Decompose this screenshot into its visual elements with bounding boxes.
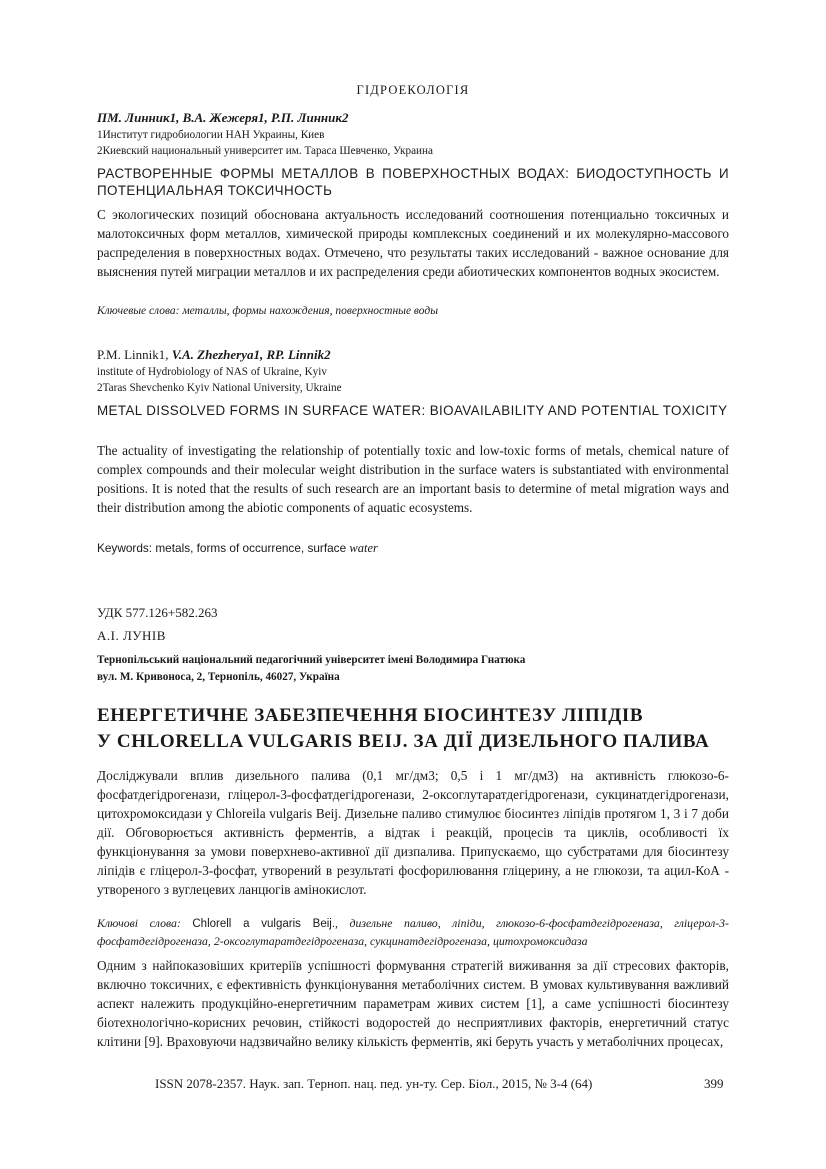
ua-author: А.І. ЛУНІВ xyxy=(97,628,166,643)
en-article-title: METAL DISSOLVED FORMS IN SURFACE WATER: BIOAVAILABILITY AND POTENTIAL TOXICITY xyxy=(97,403,728,418)
ru-abstract: С экологических позиций обоснована актуальность исследований соотношения потенциально токсичных и малотоксичных форм металлов, химической природы комплексных соединений и их молекулярно-массового распределения в поверхностных водах. Отмечено, что результаты таких исследований - важное основание для выяснения путей миграции металлов и их распределения среди абиотических компонентов водных экосистем. xyxy=(97,207,729,279)
main-title-line-1: ЕНЕРГЕТИЧНЕ ЗАБЕЗПЕЧЕННЯ БІОСИНТЕЗУ ЛІПІДІВ xyxy=(97,705,644,726)
en-author-1: P.M. Linnik1, xyxy=(97,347,172,362)
ru-article-title: РАСТВОРЕННЫЕ ФОРМЫ МЕТАЛЛОВ В ПОВЕРХНОСТНЫХ ВОДАХ: БИОДОСТУПНОСТЬ И ПОТЕНЦИАЛЬНАЯ ТОКСИЧНОСТЬ xyxy=(97,166,729,198)
ru-affiliation-1: 1Институт гидробиологии НАН Украины, Киев xyxy=(97,129,325,141)
ua-keywords-list: , дизельне паливо, ліпіди, глюкозо-6-фосфатдегідрогеназа, гліцерол-3-фосфатдегідрогеназа, 2-оксоглутаратдегідрогеназа, сукцинатдегідрогеназа, цитохромоксидаза xyxy=(97,916,729,948)
ru-keywords: Ключевые слова: металлы, формы нахождения, поверхностные воды xyxy=(97,305,438,317)
ua-keywords xyxy=(97,915,729,950)
en-authors xyxy=(97,347,331,363)
ua-keywords-label: Ключові слова: xyxy=(97,916,193,930)
ua-affiliation-1: Тернопільський національний педагогічний університет імені Володимира Гнатюка xyxy=(97,654,526,666)
main-title-line-2: У CHLORELLA VULGARIS BEIJ. ЗА ДІЇ ДИЗЕЛЬНОГО ПАЛИВА xyxy=(97,731,710,752)
ru-affiliation-2: 2Киевский национальный университет им. Тараса Шевченко, Украина xyxy=(97,145,433,157)
en-author-rest: V.A. Zhezherya1, RP. Linnik2 xyxy=(171,347,331,362)
section-header: ГІДРОЕКОЛОГІЯ xyxy=(356,83,470,97)
page-number: 399 xyxy=(704,1076,724,1091)
ru-authors: ПМ. Линник1, В.А. Жежеря1, Р.П. Линник2 xyxy=(97,110,349,125)
udk-code: УДК 577.126+582.263 xyxy=(97,605,218,620)
ua-affiliation-2: вул. М. Кривоноса, 2, Тернопіль, 46027, Україна xyxy=(97,671,340,683)
ua-abstract: Досліджували вплив дизельного палива (0,1 мг/дм3; 0,5 і 1 мг/дм3) на активність глюкозо-6-фосфатдегідрогенази, гліцерол-3-фосфатдегідрогенази, 2-оксоглутаратдегідрогенази, сукцинатдегідрогенази, цитохромоксидази у Chloreila vulgaris Beij. Дизельне паливо стимулює біосинтез ліпідів протягом 1, 3 і 7 доби дії. Обговорюється активність ферментів, а відтак і реакцій, процесів та циклів, особливості їх функціонування за умови поверхнево-активної дії дизпалива. Припускаємо, що субстратами для біосинтезу ліпідів є гліцерол-3-фосфат, утворений в результаті фосфорилювання гліцерину, а не глюкози, та ацил-КоА - утвореного з вуглецевих ланцюгів амінокислот. xyxy=(97,768,729,897)
ua-intro-paragraph: Одним з найпоказовіших критеріїв успішності формування стратегій виживання за дії стресових факторів, включно токсичних, є ефективність функціонування метаболічних систем. В умовах культивування важливий аспект належить продукційно-енергетичним параметрам живих систем [1], а саме успішності біосинтезу біотехнологічно-корисних речовин, стійкості водоростей до несприятливих факторів, енергетичний статус клітини [9]. Враховуючи надзвичайно велику кількість ферментів, які беруть участь у метаболічних процесах, xyxy=(97,958,729,1049)
en-affiliation-1: institute of Hydrobiology of NAS of Ukraine, Kyiv xyxy=(97,366,327,378)
ua-keywords-species: Chlorell a vulgaris Beij. xyxy=(192,918,336,930)
footer-citation: ISSN 2078-2357. Наук. зап. Терноп. нац. пед. ун-ту. Сер. Біол., 2015, № 3-4 (64) xyxy=(155,1076,593,1091)
en-keywords-last: water xyxy=(349,541,378,555)
en-abstract: The actuality of investigating the relationship of potentially toxic and low-toxic forms of metals, chemical nature of complex compounds and their molecular weight distribution in the surface waters is substantiated with environmental positions. It is noted that the results of such research are an important basis to determine of metal migration ways and their distribution among the abiotic components of aquatic ecosystems. xyxy=(97,443,729,515)
en-keywords xyxy=(97,541,378,556)
en-keywords-text: Keywords: metals, forms of occurrence, surface xyxy=(97,541,350,555)
en-affiliation-2: 2Taras Shevchenko Kyiv National University, Ukraine xyxy=(97,382,342,394)
